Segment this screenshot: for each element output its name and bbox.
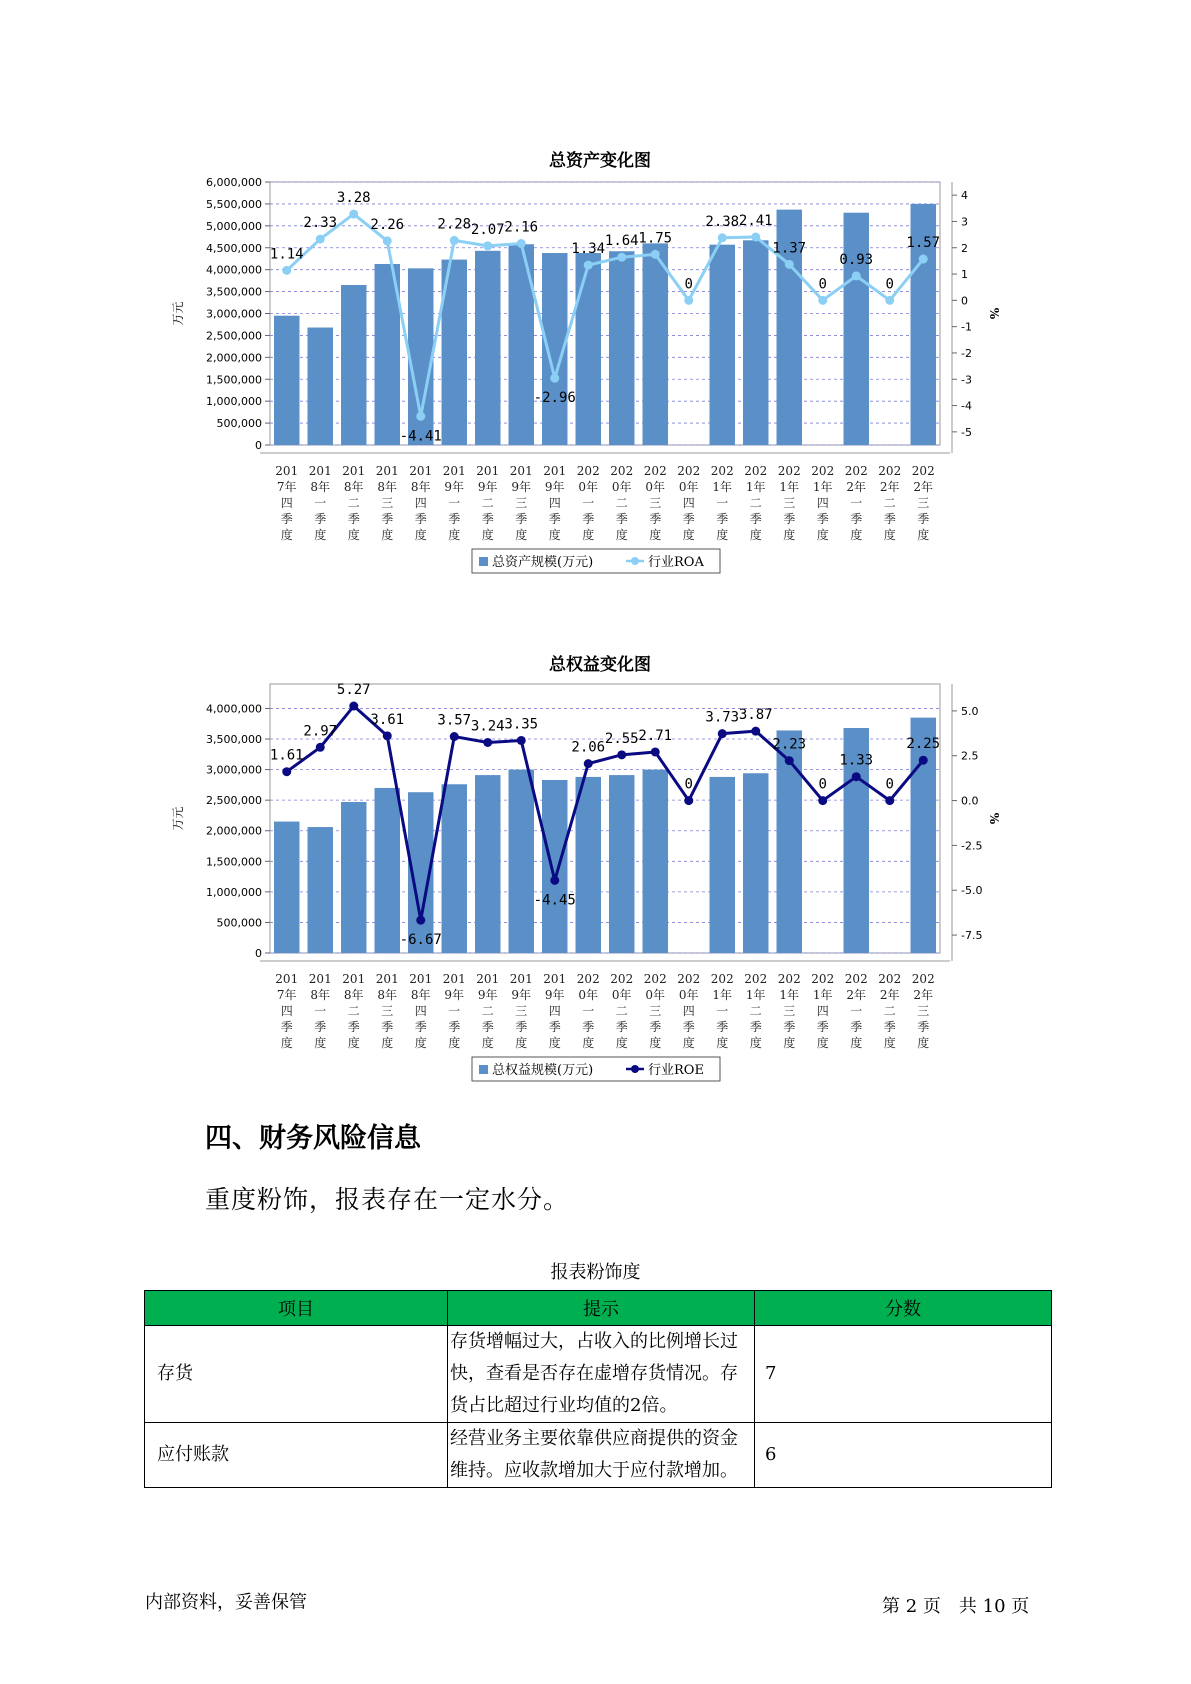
line-point [584, 261, 593, 270]
legend-bar-label: 总资产规模(万元) [492, 555, 594, 570]
bar [308, 827, 333, 953]
y-tick-label: 6,000,000 [206, 176, 262, 189]
x-tick-label: 202 2年二季度 [878, 464, 902, 542]
point-label: 2.23 [772, 736, 807, 753]
bar [710, 245, 735, 445]
y2-tick-label: 2 [961, 241, 968, 255]
line-point [718, 729, 727, 738]
bar [844, 213, 869, 445]
point-label: 3.28 [336, 190, 371, 207]
point-label: 1.34 [571, 241, 606, 258]
y-tick-label: 0 [255, 947, 262, 960]
x-tick-label: 202 0年三季度 [643, 464, 667, 542]
line-point [651, 747, 660, 756]
point-label: 1.64 [604, 233, 639, 250]
header-item: 项目 [145, 1291, 448, 1326]
x-tick-label: 201 9年三季度 [509, 464, 533, 542]
x-tick-label: 202 0年三季度 [643, 972, 667, 1050]
line-point [450, 236, 459, 245]
y2-tick-label: -3 [961, 373, 972, 387]
y2-tick-label: -4 [961, 399, 972, 413]
line-point [416, 412, 425, 421]
legend [472, 549, 720, 573]
line-point [852, 772, 861, 781]
total-equity-chart [170, 640, 1030, 1110]
line-point [617, 253, 626, 262]
line-point [316, 235, 325, 244]
point-label: 2.06 [571, 739, 606, 756]
x-tick-label: 202 1年四季度 [811, 972, 835, 1050]
x-tick-label: 202 0年二季度 [610, 972, 634, 1050]
x-tick-label: 202 1年三季度 [777, 464, 801, 542]
y2-tick-label: 1 [961, 268, 968, 282]
line-point [919, 756, 928, 765]
x-tick-label: 201 9年二季度 [476, 464, 500, 542]
y-tick-label: 2,000,000 [206, 351, 262, 365]
y2-tick-label: 3 [961, 215, 968, 229]
y2-tick-label: -2 [961, 346, 972, 360]
legend-line-marker [631, 1065, 639, 1073]
point-label: 1.57 [906, 235, 941, 252]
point-label: 0 [885, 276, 894, 293]
footer-confidential: 内部资料，妥善保管 [145, 1592, 307, 1613]
bar [274, 316, 299, 445]
point-label: 1.75 [638, 230, 673, 247]
point-label: 2.25 [906, 736, 941, 753]
point-label: 0 [684, 776, 693, 793]
line-point [483, 738, 492, 747]
x-tick-label: 202 1年二季度 [744, 972, 768, 1050]
y-tick-label: 4,000,000 [206, 702, 262, 716]
x-tick-label: 202 1年一季度 [710, 972, 734, 1050]
y-tick-label: 3,500,000 [206, 285, 262, 299]
row-hint: 存货增幅过大，占收入的比例增长过快，查看是否存在虚增存货情况。存货占比超过行业均值的2倍。 [448, 1326, 755, 1423]
point-label: 2.97 [303, 723, 338, 740]
line-point [349, 702, 358, 711]
y2-tick-label: 2.5 [961, 749, 979, 763]
x-tick-label: 202 1年二季度 [744, 464, 768, 542]
y-axis-label: 万元 [171, 806, 185, 831]
line-point [483, 241, 492, 250]
bar [576, 777, 601, 953]
y-tick-label: 5,000,000 [206, 219, 262, 233]
y2-tick-label: -5 [961, 425, 972, 439]
x-tick-label: 202 0年四季度 [677, 972, 701, 1050]
bar [375, 788, 400, 953]
line-point [584, 759, 593, 768]
point-label: -4.41 [399, 428, 442, 445]
legend-line-label: 行业ROA [648, 555, 704, 570]
x-tick-label: 202 2年二季度 [878, 972, 902, 1050]
risk-summary: 重度粉饰，报表存在一定水分。 [205, 1185, 570, 1214]
line-point [282, 266, 291, 275]
point-label: 2.28 [437, 216, 472, 233]
line-point [785, 756, 794, 765]
bar [743, 240, 768, 445]
point-label: 2.16 [504, 219, 539, 236]
point-label: -4.45 [533, 892, 576, 909]
x-tick-label: 201 9年四季度 [543, 972, 567, 1050]
point-label: 0 [684, 276, 693, 293]
y2-axis-label: % [987, 307, 1001, 320]
line-point [550, 876, 559, 885]
point-label: 3.73 [705, 709, 740, 726]
total-equity-chart-svg [170, 676, 1030, 1126]
footer-page-number: 第 2 页 共 10 页 [882, 1596, 1030, 1617]
line-point [818, 296, 827, 305]
x-tick-label: 202 2年一季度 [844, 464, 868, 542]
x-tick-label: 202 2年三季度 [911, 972, 935, 1050]
y-tick-label: 0 [255, 439, 262, 452]
x-tick-label: 202 0年一季度 [576, 972, 600, 1050]
y-tick-label: 500,000 [216, 417, 262, 431]
legend-bar-swatch [479, 1065, 488, 1074]
bar [643, 243, 668, 445]
y2-tick-label: -5.0 [961, 884, 983, 898]
x-tick-label: 201 8年三季度 [375, 464, 399, 542]
y2-tick-label: 0 [961, 294, 968, 308]
point-label: 2.41 [738, 212, 773, 229]
y2-tick-label: -1 [961, 320, 972, 334]
x-tick-label: 201 7年四季度 [275, 972, 299, 1050]
table-caption: 报表粉饰度 [550, 1262, 641, 1283]
y2-tick-label: 4 [961, 189, 968, 203]
chart-title: 总资产变化图 [549, 151, 651, 171]
line-point [383, 236, 392, 245]
line-point [383, 731, 392, 740]
row-item: 应付账款 [145, 1423, 448, 1488]
y2-tick-label: 5.0 [961, 704, 979, 718]
line-point [517, 239, 526, 248]
point-label: 2.26 [370, 216, 405, 233]
bar [710, 777, 735, 953]
line-point [885, 796, 894, 805]
bar [341, 285, 366, 445]
section-heading: 四、财务风险信息 [205, 1123, 421, 1154]
x-tick-label: 202 1年四季度 [811, 464, 835, 542]
header-hint: 提示 [448, 1291, 755, 1326]
point-label: 2.38 [705, 213, 740, 230]
y-tick-label: 1,000,000 [206, 395, 262, 409]
line-point [550, 374, 559, 383]
y-tick-label: 4,500,000 [206, 241, 262, 255]
x-tick-label: 201 9年三季度 [509, 972, 533, 1050]
x-tick-label: 201 9年二季度 [476, 972, 500, 1050]
line-point [785, 260, 794, 269]
y2-tick-label: -2.5 [961, 839, 983, 853]
bar [475, 775, 500, 953]
x-tick-label: 201 7年四季度 [275, 464, 299, 542]
x-tick-label: 202 0年一季度 [576, 464, 600, 542]
x-tick-label: 202 0年二季度 [610, 464, 634, 542]
x-tick-label: 202 2年三季度 [911, 464, 935, 542]
x-tick-label: 202 2年一季度 [844, 972, 868, 1050]
point-label: 2.55 [604, 730, 639, 747]
x-tick-label: 201 8年四季度 [409, 972, 433, 1050]
line-point [852, 271, 861, 280]
point-label: -6.67 [399, 932, 442, 949]
line-point [684, 296, 693, 305]
point-label: 3.35 [504, 716, 539, 733]
line-point [617, 750, 626, 759]
bar [743, 773, 768, 953]
bar [609, 251, 634, 445]
chart-title: 总权益变化图 [549, 655, 651, 675]
bar [442, 784, 467, 953]
row-score: 7 [755, 1326, 1052, 1423]
x-tick-label: 201 8年二季度 [342, 464, 366, 542]
point-label: 3.87 [738, 707, 773, 724]
legend-line-label: 行业ROE [648, 1063, 704, 1078]
row-hint: 经营业务主要依靠供应商提供的资金维持。应收款增加大于应付款增加。 [448, 1423, 755, 1488]
point-label: 1.33 [839, 752, 874, 769]
y-tick-label: 1,500,000 [206, 855, 262, 869]
point-label: 2.07 [470, 221, 505, 238]
x-tick-label: 201 8年一季度 [308, 972, 332, 1050]
point-label: 5.27 [336, 682, 371, 699]
line-point [316, 743, 325, 752]
line-point [885, 296, 894, 305]
x-tick-label: 201 8年三季度 [375, 972, 399, 1050]
x-tick-label: 202 1年一季度 [710, 464, 734, 542]
table-header-row [145, 1291, 1052, 1326]
point-label: 3.24 [470, 718, 505, 735]
bar [509, 770, 534, 953]
point-label: 1.14 [269, 246, 304, 263]
line-point [919, 255, 928, 264]
y-tick-label: 2,500,000 [206, 329, 262, 343]
y-tick-label: 5,500,000 [206, 197, 262, 211]
x-tick-label: 201 8年四季度 [409, 464, 433, 542]
y-tick-label: 1,000,000 [206, 885, 262, 899]
y-tick-label: 4,000,000 [206, 263, 262, 277]
y-tick-label: 1,500,000 [206, 373, 262, 387]
y-tick-label: 2,000,000 [206, 824, 262, 838]
x-tick-label: 201 8年二季度 [342, 972, 366, 1050]
header-score: 分数 [755, 1291, 1052, 1326]
line-point [349, 210, 358, 219]
table-row [145, 1326, 1052, 1423]
y-tick-label: 3,000,000 [206, 763, 262, 777]
x-tick-label: 201 8年一季度 [308, 464, 332, 542]
legend-bar-swatch [479, 557, 488, 566]
point-label: 1.61 [269, 747, 304, 764]
point-label: 0 [818, 776, 827, 793]
y2-tick-label: 0.0 [961, 794, 979, 808]
line-point [450, 732, 459, 741]
total-assets-chart-svg [170, 172, 1030, 612]
y2-tick-label: -7.5 [961, 929, 983, 943]
bar [308, 328, 333, 445]
table-row [145, 1423, 1052, 1488]
bar [542, 780, 567, 953]
y-tick-label: 3,500,000 [206, 733, 262, 747]
point-label: 2.71 [638, 727, 673, 744]
x-tick-label: 202 0年四季度 [677, 464, 701, 542]
point-label: 2.33 [303, 215, 338, 232]
bar [274, 822, 299, 953]
point-label: 3.61 [370, 711, 405, 728]
line-point [751, 232, 760, 241]
point-label: 3.57 [437, 712, 472, 729]
line-point [651, 250, 660, 259]
bar [576, 253, 601, 445]
line-point [517, 736, 526, 745]
bar [643, 770, 668, 953]
total-assets-chart [170, 132, 1030, 602]
line-point [416, 916, 425, 925]
x-tick-label: 202 1年三季度 [777, 972, 801, 1050]
point-label: -2.96 [533, 390, 576, 407]
x-tick-label: 201 9年一季度 [442, 972, 466, 1050]
line-point [751, 727, 760, 736]
x-tick-label: 201 9年一季度 [442, 464, 466, 542]
point-label: 0 [818, 276, 827, 293]
line-point [718, 233, 727, 242]
y-tick-label: 2,500,000 [206, 794, 262, 808]
legend-bar-label: 总权益规模(万元) [492, 1063, 594, 1078]
y-axis-label: 万元 [171, 301, 185, 326]
legend-line-marker [631, 557, 639, 565]
bar [341, 802, 366, 953]
line-point [282, 767, 291, 776]
y-tick-label: 3,000,000 [206, 307, 262, 321]
row-item: 存货 [145, 1326, 448, 1423]
x-tick-label: 201 9年四季度 [543, 464, 567, 542]
row-score: 6 [755, 1423, 1052, 1488]
bar [911, 718, 936, 953]
bar [475, 251, 500, 445]
y-tick-label: 500,000 [216, 916, 262, 930]
point-label: 0.93 [839, 251, 874, 268]
risk-table [144, 1290, 1052, 1488]
line-point [818, 796, 827, 805]
point-label: 0 [885, 776, 894, 793]
line-point [684, 796, 693, 805]
bar [609, 775, 634, 953]
point-label: 1.37 [772, 240, 807, 257]
legend [472, 1057, 720, 1081]
y2-axis-label: % [987, 812, 1001, 825]
